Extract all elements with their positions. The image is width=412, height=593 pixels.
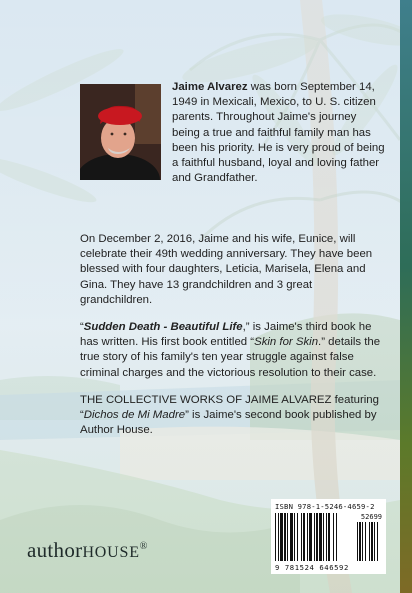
quote-mark: ,” — [242, 321, 250, 334]
spine-edge — [400, 0, 412, 593]
book-title-dichos: Dichos de Mi Madre — [83, 409, 186, 422]
collective-text: THE COLLECTIVE WORKS OF JAIME ALVAREZ featuring “ — [80, 393, 379, 422]
isbn-label: ISBN 978-1-5246-4659-2 — [275, 502, 375, 511]
barcode-addon: 52699 — [360, 513, 382, 521]
book-title-sudden-death: Sudden Death - Beautiful Life — [83, 321, 243, 334]
collective-text: ” is Jaime's second book published by Author House. — [80, 409, 377, 437]
barcode-number: 9 781524 646592 — [275, 563, 349, 572]
books-text: .” details the true story of his family's ten year struggle against false criminal charges and the victorious resolution to their case. — [80, 336, 381, 379]
author-bio-text: was born September 14, 1949 in Mexicali, Mexico, to U. S. citizen parents. Throughout Jaime's journey being a true and faithful family man has been his priority. He is very proud of being a faithful husband, loyal and loving father and Grandfather. — [172, 81, 385, 185]
publisher-logo: authorHOUSE® — [27, 538, 148, 562]
collective-works-paragraph — [80, 393, 386, 439]
books-text: is Jaime's third book he has written. His first book entitled “ — [80, 321, 372, 349]
family-paragraph: On December 2, 2016, Jaime and his wife, Eunice, will celebrate their 49th wedding anniversary. They have been blessed with four daughters, Leticia, Marisela, Elena and Gina. They have 13 grandchildren and 3 great grandchildren. — [80, 233, 373, 306]
back-cover-text — [80, 80, 386, 438]
author-bio-block — [80, 80, 386, 220]
author-photo — [80, 84, 161, 180]
author-name: Jaime Alvarez — [172, 81, 248, 93]
books-paragraph — [80, 320, 386, 381]
author-bio — [172, 80, 386, 186]
quote-mark: “ — [80, 321, 84, 334]
book-title-skin-for-skin: Skin for Skin — [254, 336, 319, 349]
isbn-barcode — [271, 499, 386, 574]
